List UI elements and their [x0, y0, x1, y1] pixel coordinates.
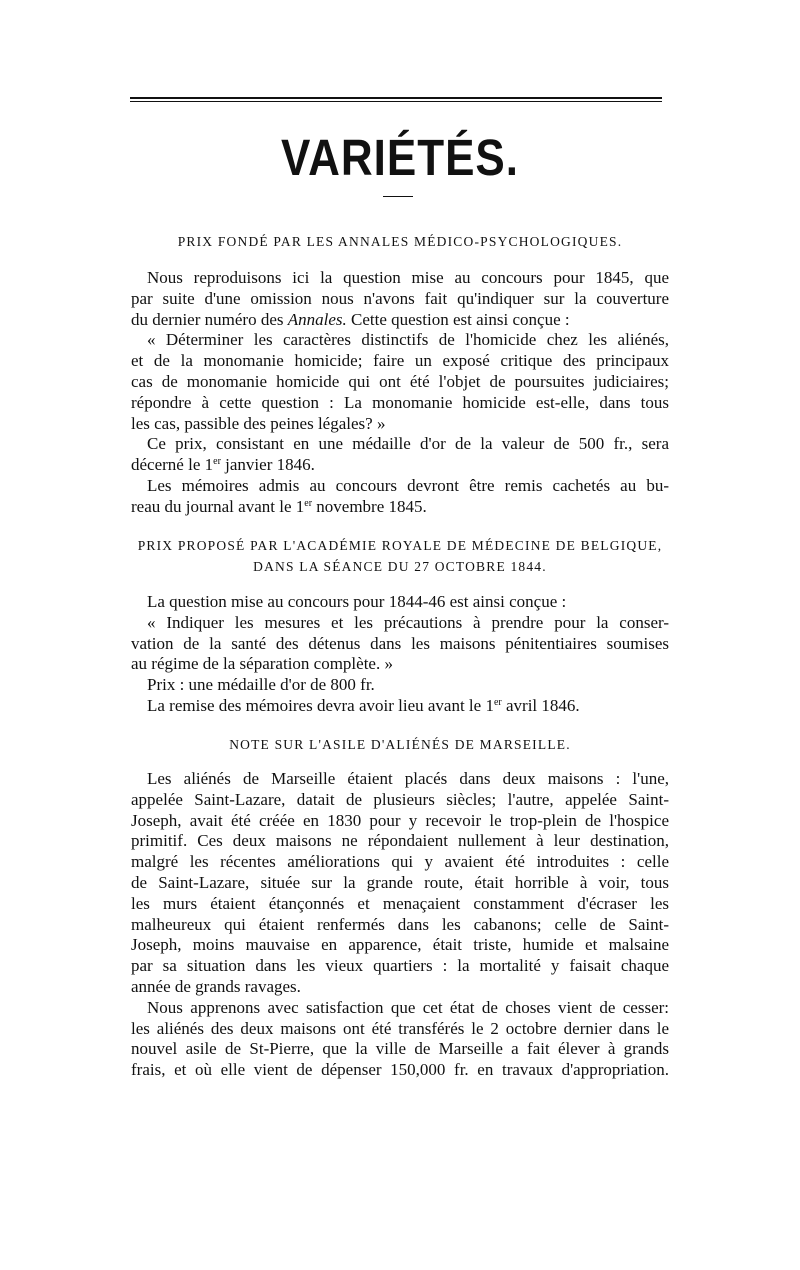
paragraph-line: année de grands ravages. — [131, 976, 301, 996]
paragraph-line: primitif. Ces deux maisons ne répondaient nullement à leur destination, — [131, 831, 669, 851]
paragraph-line: frais, et où elle vient de dépenser 150,000 fr. en travaux d'appropriation. — [131, 1060, 669, 1080]
paragraph-line: Joseph, moins mauvaise en apparence, était triste, humide et malsaine — [131, 935, 669, 955]
section-subheading-belgique: DANS LA SÉANCE DU 27 OCTOBRE 1844. — [253, 559, 547, 574]
paragraph-line: les aliénés des deux maisons ont été transférés le 2 octobre dernier dans le — [131, 1018, 669, 1038]
header-rule — [130, 97, 662, 99]
paragraph-line: Nous apprenons avec satisfaction que cet état de choses vient de cesser: — [147, 997, 669, 1017]
text-span: reau du journal avant le 1 — [131, 496, 305, 516]
paragraph-line: et de la monomanie homicide; faire un exposé critique des principaux — [131, 351, 669, 371]
paragraph-line: Ce prix, consistant en une médaille d'or de la valeur de 500 fr., sera — [147, 434, 669, 454]
paragraph-line: nouvel asile de St-Pierre, que la ville de Marseille a fait élever à grands — [131, 1039, 669, 1059]
section-body-belgique — [131, 592, 669, 717]
paragraph-line: Les aliénés de Marseille étaient placés dans deux maisons : l'une, — [147, 769, 669, 788]
paragraph-line: vation de la santé des détenus dans les maisons pénitentiaires soumises — [131, 633, 669, 653]
section-body-annales — [131, 268, 669, 518]
paragraph-line: malheureux qui étaient renfermés dans les cabanons; celle de Saint- — [131, 914, 669, 934]
journal-title: Annales. — [287, 309, 347, 329]
paragraph-line: par sa situation dans les vieux quartiers : la mortalité y faisait chaque — [131, 956, 669, 976]
paragraph-line: cas de monomanie homicide qui ont été l'objet de poursuites judiciaires; — [131, 371, 669, 391]
paragraph-line: par suite d'une omission nous n'avons fait qu'indiquer sur la couverture — [131, 288, 669, 308]
paragraph-line: « Déterminer les caractères distinctifs de l'homicide chez les aliénés, — [147, 330, 669, 350]
paragraph-line: répondre à cette question : La monomanie homicide est-elle, dans tous — [131, 392, 669, 412]
paragraph-line: de Saint-Lazare, située sur la grande route, était horrible à voir, tous — [131, 872, 669, 892]
paragraph-line: au régime de la séparation complète. » — [131, 654, 393, 674]
text-span: Cette question est ainsi conçue : — [351, 309, 570, 329]
paragraph-line: Joseph, avait été créée en 1830 pour y recevoir le trop-plein de l'hospice — [131, 810, 669, 830]
superscript: er — [304, 497, 313, 509]
text-span: novembre 1845. — [316, 496, 427, 516]
title-dash — [383, 196, 413, 197]
paragraph-line: La question mise au concours pour 1844-46 est ainsi conçue : — [147, 592, 567, 611]
text-span: du dernier numéro des — [131, 309, 284, 329]
superscript: er — [213, 456, 221, 468]
text-span: La remise des mémoires devra avoir lieu avant le 1 — [147, 695, 494, 715]
paragraph-line — [131, 696, 669, 717]
section-heading-marseille: NOTE SUR L'ASILE D'ALIÉNÉS DE MARSEILLE. — [229, 737, 571, 752]
paragraph-line: « Indiquer les mesures et les précautions à prendre pour la conser- — [147, 612, 669, 632]
text-span: avril 1846. — [505, 695, 580, 715]
paragraph-line — [131, 455, 669, 476]
section-body-marseille — [131, 769, 669, 1081]
paragraph-line: Les mémoires admis au concours devront être remis cachetés au bu- — [147, 475, 669, 495]
header-rule-thin — [130, 101, 662, 102]
paragraph-line: malgré les récentes améliorations qui y avaient été introduites : celle — [131, 852, 669, 872]
paragraph-line — [131, 497, 669, 518]
paragraph-line: Nous reproduisons ici la question mise au concours pour 1845, que — [147, 268, 669, 287]
paragraph-line: les cas, passible des peines légales? » — [131, 413, 386, 433]
text-span: décerné le 1 — [131, 455, 214, 475]
paragraph-line: appelée Saint-Lazare, datait de plusieurs siècles; l'autre, appelée Saint- — [131, 789, 669, 809]
superscript: er — [493, 696, 502, 708]
page-title: VARIÉTÉS. — [280, 130, 519, 187]
text-span: janvier 1846. — [225, 455, 315, 475]
paragraph-line: les murs étaient étançonnés et menaçaient constamment d'écraser les — [131, 893, 669, 913]
section-heading-annales: PRIX FONDÉ PAR LES ANNALES MÉDICO-PSYCHOLOGIQUES. — [177, 234, 623, 249]
section-heading-belgique: PRIX PROPOSÉ PAR L'ACADÉMIE ROYALE DE MÉDECINE DE BELGIQUE, — [137, 538, 663, 553]
paragraph-line: Prix : une médaille d'or de 800 fr. — [147, 675, 375, 695]
paragraph-line — [131, 310, 669, 331]
